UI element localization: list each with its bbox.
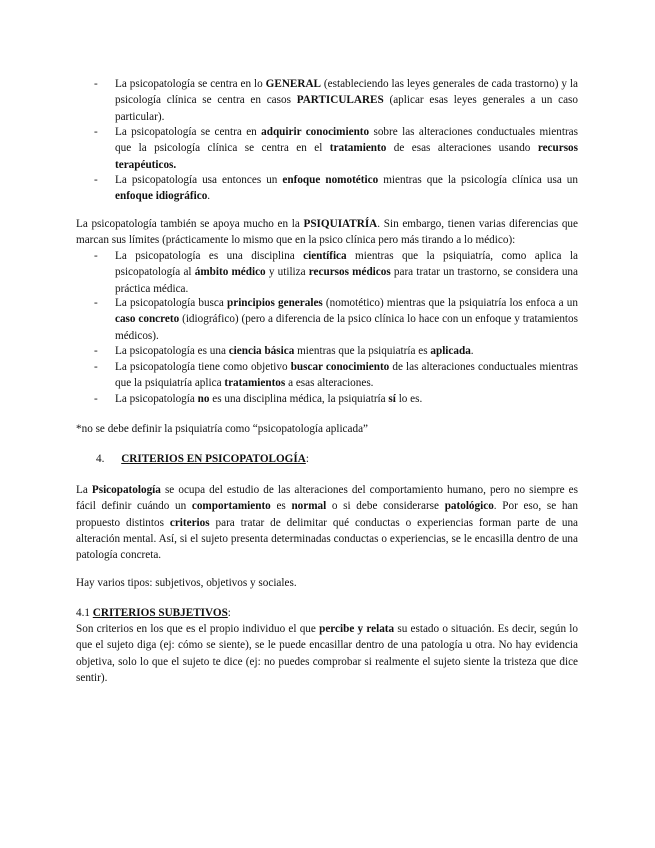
text-run: La psicopatología usa entonces un [115, 174, 283, 186]
bold-text: criterios [169, 516, 210, 529]
text-run: para tratar un trastorno, se considera una práctica médica. [115, 266, 578, 295]
text-run: La psicopatología también se apoya mucho en la [76, 218, 304, 230]
paragraph-psicopatologia [76, 482, 578, 563]
bold-text: enfoque nomotético [282, 174, 379, 186]
bold-text: comportamiento [191, 500, 271, 513]
list-dash: - [94, 250, 98, 262]
bold-text: PARTICULARES [296, 94, 384, 107]
paragraph-psiquiatria [76, 216, 578, 249]
section-title: CRITERIOS EN PSICOPATOLOGÍA [121, 453, 306, 465]
text-run: La psicopatología tiene como objetivo [115, 361, 291, 373]
bold-text: recursos médicos [308, 266, 391, 279]
text-run: La psicopatología es una disciplina [115, 250, 304, 262]
text-run: La psicopatología [115, 393, 198, 405]
text-run: mientras que la psiquiatría, como aplica la psicopatología al [115, 250, 578, 279]
text-run: . [470, 345, 474, 357]
list-item-text [115, 391, 578, 407]
bold-text: no [197, 393, 210, 405]
text-run: su estado o situación. Es decir, según lo que el sujeto diga (ej: cómo se siente), se le puede encasillar dentro de una patología u otra. No hay evidencia objetiva, solo lo que el sujeto te dice (ej: no puedes comprobar si realmente el sujeto siente la tristeza que dice sentir). [76, 623, 578, 684]
bold-text: tratamiento [329, 142, 387, 155]
text-run: lo es. [395, 393, 423, 405]
bold-text: ámbito médico [194, 266, 266, 279]
bold-text: buscar conocimiento [290, 361, 390, 373]
note-text: *no se debe definir la psiquiatría como “psicopatología aplicada” [76, 423, 369, 435]
bold-text: GENERAL [265, 78, 321, 90]
list-item-text [115, 343, 578, 359]
text-run: sobre las alteraciones conductuales mientras que la psicología clínica se centra en el [115, 126, 578, 155]
bold-text: patológico [444, 500, 494, 513]
text-run: Son criterios en los que es el propio individuo el que [76, 623, 320, 635]
text-run: mientras que la psicología clínica usa un [378, 174, 578, 186]
text-run: de esas alteraciones usando [386, 142, 538, 155]
text-run: (nomotético) mientras que la psiquiatría los enfoca a un [322, 297, 578, 309]
text-run: (aplicar esas leyes generales a un caso particular). [115, 94, 578, 123]
list-dash: - [94, 297, 98, 309]
bold-text: percibe y relata [319, 623, 395, 635]
text-run: (idiográfico) (pero a diferencia de la psico clínica lo hace con un enfoque y tratamientos médicos). [115, 313, 578, 342]
text-run: o si debe considerarse [326, 500, 445, 513]
bold-text: aplicada [430, 345, 471, 357]
list-dash: - [94, 393, 98, 405]
text-run: (estableciendo las leyes generales de cada trastorno) y la psicología clínica se centra en casos [115, 78, 578, 107]
paragraph-tipos: Hay varios tipos: subjetivos, objetivos y sociales. [76, 577, 297, 589]
bold-text: adquirir conocimiento [261, 126, 370, 138]
list-item-text [115, 124, 578, 173]
list-dash: - [94, 345, 98, 357]
section-title: CRITERIOS SUBJETIVOS [92, 607, 228, 619]
text-run: La [76, 484, 92, 496]
text-run: es [270, 500, 292, 513]
text-run: se ocupa del estudio de las alteraciones del comportamiento humano, pero no siempre es fácil definir cuándo un [76, 484, 578, 513]
bold-text: recursos terapéuticos. [115, 142, 578, 171]
list-dash: - [94, 361, 98, 373]
bold-text: ciencia básica [228, 345, 295, 357]
section-colon: : [227, 607, 231, 619]
list-item-text [115, 359, 578, 392]
list-item-text [115, 76, 578, 125]
text-run: y utiliza [265, 266, 309, 279]
section-colon: : [305, 453, 309, 465]
text-run: a esas alteraciones. [285, 377, 374, 390]
section-heading [96, 451, 309, 467]
paragraph-subjetivos [76, 621, 578, 686]
section-number: 4. [96, 453, 105, 465]
text-run: . [207, 190, 211, 203]
text-run: para tratar de delimitar qué conductas o experiencias forman parte de una alteración mental. Así, si el sujeto presenta determinadas conductas o experiencias, se le encasilla dentro de una patología concreta. [76, 516, 579, 562]
text-run: de las alteraciones conductuales mientras que la psiquiatría aplica [115, 361, 578, 390]
text-run: La psicopatología se centra en lo [115, 78, 266, 90]
text-run: La psicopatología se centra en [115, 126, 262, 138]
bold-text: tratamientos [224, 377, 286, 390]
text-run: La psicopatología busca [115, 297, 227, 309]
text-run: es una disciplina médica, la psiquiatría [209, 393, 389, 405]
bold-text: Psicopatología [91, 484, 161, 496]
bold-text: enfoque idiográfico [115, 190, 208, 203]
text-run: La psicopatología es una [115, 345, 229, 357]
text-run: . Sin embargo, tienen varias diferencias que marcan sus límites (prácticamente lo mismo que en la psico clínica pero más tirando a lo médico): [76, 218, 578, 247]
list-item-text [115, 248, 578, 297]
bold-text: sí [388, 393, 396, 405]
list-dash: - [94, 78, 98, 90]
text-run: mientras que la psiquiatría es [294, 345, 431, 357]
bold-text: caso concreto [115, 313, 180, 326]
list-item-text [115, 172, 578, 205]
bold-text: normal [291, 500, 327, 513]
list-dash: - [94, 126, 98, 138]
section-number: 4.1 [76, 607, 90, 619]
list-item-text [115, 295, 578, 344]
bold-text: científica [303, 250, 347, 262]
list-dash: - [94, 174, 98, 186]
bold-text: principios generales [227, 297, 323, 309]
text-run: . Por eso, se han propuesto distintos [76, 500, 578, 529]
subsection-heading [76, 605, 231, 621]
bold-text: PSIQUIATRÍA [303, 218, 378, 230]
